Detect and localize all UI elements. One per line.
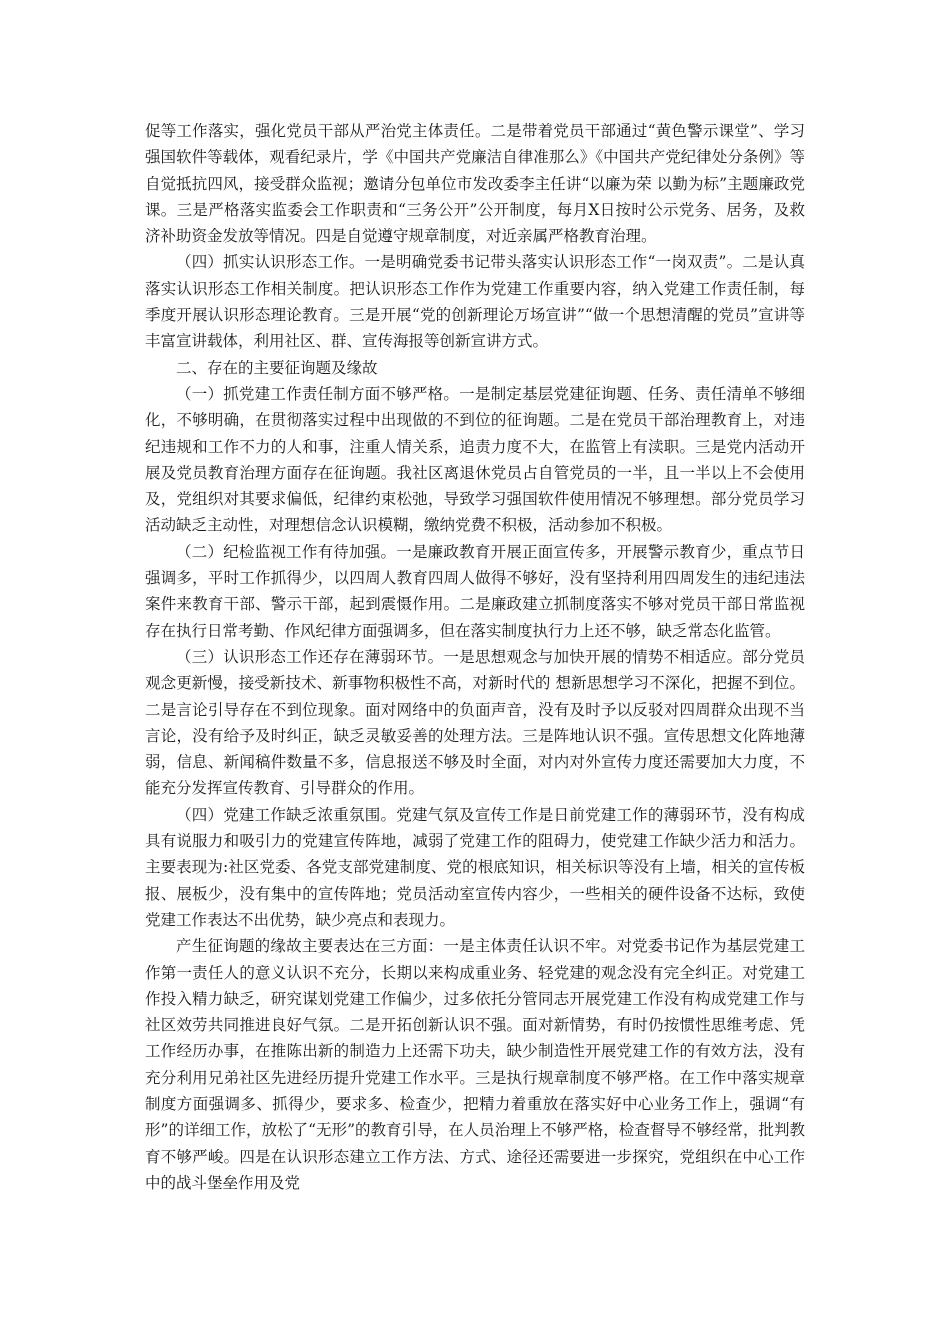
paragraph-4: （二）纪检监视工作有待加强。一是廉政教育开展正面宣传多，开展警示教育少，重点节日强调多，平时工作抓得少，以四周人教育四周人做得不够好，没有坚持利用四周发生的违纪违法案件来教育干部、警示干部，起到震慑作用。二是廉政建立抓制度落实不够对党员干部日常监视存在执行日常考勤、作风纪律方面强调多，但在落实制度执行力上还不够，缺乏常态化监管。 [145, 542, 805, 640]
document-body [145, 118, 805, 1196]
paragraph-6: （四）党建工作缺乏浓重氛围。党建气氛及宣传工作是日前党建工作的薄弱环节，没有构成具有说服力和吸引力的党建宣传阵地，减弱了党建工作的阻碍力，使党建工作缺少活力和活力。主要表现为:社区党委、各党支部党建制度、党的根底知识，相关标识等没有上墙，相关的宣传板报、展板少，没有集中的宣传阵地；党员活动室宣传内容少，一些相关的硬件设备不达标，致使党建工作表达不出优势，缺少亮点和表现力。 [145, 805, 805, 929]
section-heading: 二、存在的主要征询题及缘故 [176, 358, 378, 377]
paragraph-2: （四）抓实认识形态工作。一是明确党委书记带头落实认识形态工作“一岗双责”。二是认真落实认识形态工作相关制度。把认识形态工作作为党建工作重要内容，纳入党建工作责任制，每季度开展认识形态理论教育。三是开展“党的创新理论万场宣讲”“做一个思想清醒的党员”宣讲等丰富宣讲载体，利用社区、群、宣传海报等创新宣讲方式。 [145, 253, 805, 351]
paragraph-1: 促等工作落实，强化党员干部从严治党主体责任。二是带着党员干部通过“黄色警示课堂”、学习强国软件等载体，观看纪录片，学《中国共产党廉洁自律准那么》《中国共产党纪律处分条例》等自觉抵抗四风，接受群众监视；邀请分包单位市发改委李主任讲“以廉为荣 以勤为标”主题廉政党课。三是严格落实监委会工作职责和“三务公开”公开制度，每月X日按时公示党务、居务，及救济补助资金发放等情况。四是自觉遵守规章制度，对近亲属严格教育治理。 [145, 122, 805, 246]
paragraph-3: （一）抓党建工作责任制方面不够严格。一是制定基层党建征询题、任务、责任清单不够细化，不够明确，在贯彻落实过程中出现做的不到位的征询题。二是在党员干部治理教育上，对违纪违规和工作不力的人和事，注重人情关系，追责力度不大，在监管上有渎职。三是党内活动开展及党员教育治理方面存在征询题。我社区离退休党员占自管党员的一半，且一半以上不会使用及，党组织对其要求偏低，纪律约束松弛，导致学习强国软件使用情况不够理想。部分党员学习活动缺乏主动性，对理想信念认识模糊，缴纳党费不积极，活动参加不积极。 [145, 384, 805, 535]
paragraph-7: 产生征询题的缘故主要表达在三方面：一是主体责任认识不牢。对党委书记作为基层党建工作第一责任人的意义认识不充分，长期以来构成重业务、轻党建的观念没有完全纠正。对党建工作投入精力缺乏，研究谋划党建工作偏少，过多依托分管同志开展党建工作没有构成党建工作与社区效劳共同推进良好气氛。二是开拓创新认识不强。面对新情势，有时仍按惯性思维考虑、凭工作经历办事，在推陈出新的制造力上还需下功夫，缺少制造性开展党建工作的有效方法，没有充分利用兄弟社区先进经历提升党建工作水平。三是执行规章制度不够严格。在工作中落实规章制度方面强调多、抓得少，要求多、检查少，把精力着重放在落实好中心业务工作上，强调“有形”的详细工作，放松了“无形”的教育引导，在人员治理上不够严格，检查督导不够经常，批判教育不够严峻。四是在认识形态建立工作方法、方式、途径还需要进一步探究，党组织在中心工作中的战斗堡垒作用及党 [145, 937, 805, 1192]
paragraph-5: （三）认识形态工作还存在薄弱环节。一是思想观念与加快开展的情势不相适应。部分党员观念更新慢，接受新技术、新事物积极性不高，对新时代的 想新思想学习不深化，把握不到位。二是言论引导存在不到位现象。面对网络中的负面声音，没有及时予以反驳对四周群众出现不当言论，没有给予及时纠正，缺乏灵敏妥善的处理方法。三是阵地认识不强。宣传思想文化阵地薄弱，信息、新闻稿件数量不多，信息报送不够及时全面，对内对外宣传力度还需要加大力度，不能充分发挥宣传教育、引导群众的作用。 [145, 647, 805, 798]
